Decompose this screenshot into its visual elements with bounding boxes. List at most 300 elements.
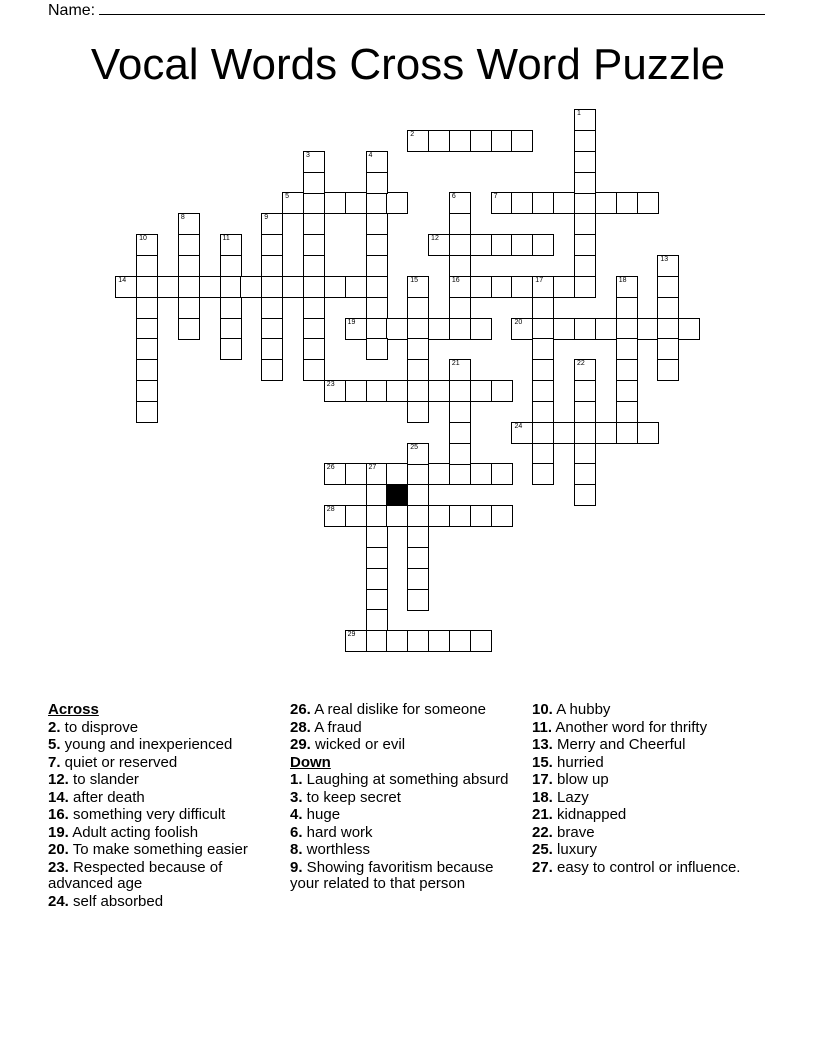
grid-cell[interactable] [303,151,325,173]
grid-cell[interactable] [616,297,638,319]
grid-cell[interactable] [345,505,367,527]
grid-cell[interactable] [637,192,659,214]
grid-cell[interactable] [136,255,158,277]
clue-item-number: 6. [290,823,303,841]
grid-cell[interactable] [532,276,554,298]
clue-item-number: 22. [532,823,553,841]
clue-number: 20 [514,318,523,326]
grid-cell[interactable] [449,359,471,381]
grid-cell[interactable] [574,359,596,381]
grid-cell[interactable] [407,568,429,590]
grid-cell[interactable] [324,276,346,298]
grid-cell[interactable] [407,380,429,402]
grid-cell[interactable] [366,547,388,569]
grid-cell[interactable] [366,484,388,506]
across-heading: Across [48,701,99,718]
clue-item-number: 29. [290,736,311,753]
grid-cell[interactable] [511,234,533,256]
grid-cell[interactable] [637,318,659,340]
grid-cell[interactable] [136,318,158,340]
clue-number: 15 [410,276,418,284]
grid-cell[interactable] [449,255,471,277]
grid-cell[interactable] [366,505,388,527]
clue-item-number: 5. [48,736,61,753]
grid-cell[interactable] [407,276,429,298]
grid-cell[interactable] [449,630,471,652]
clue-number: 16 [451,276,460,284]
grid-cell[interactable] [616,192,638,214]
clue-number: 27 [368,464,377,472]
grid-cell[interactable] [407,547,429,569]
grid-cell[interactable] [532,192,554,214]
grid-cell[interactable] [407,484,429,506]
grid-cell[interactable] [449,213,471,235]
clue-item-text: luxury [552,841,598,858]
grid-cell[interactable] [574,234,596,256]
grid-cell[interactable] [532,318,554,340]
clue-number: 25 [410,443,418,451]
grid-cell[interactable] [574,109,596,131]
grid-cell[interactable] [470,463,492,485]
grid-cell[interactable] [303,359,325,381]
grid-cell[interactable] [657,276,679,298]
grid-cell[interactable] [324,505,346,527]
grid-cell[interactable] [574,401,596,423]
clue-item-text: worthless [302,841,371,858]
grid-cell[interactable] [324,192,346,214]
grid-cell[interactable] [428,463,450,485]
grid-cell[interactable] [511,276,533,298]
grid-cell[interactable] [595,192,617,214]
clue-item [290,790,515,807]
clue-number: 28 [326,506,335,514]
grid-cell[interactable] [449,463,471,485]
grid-cell[interactable] [574,484,596,506]
clue-item-number: 2. [48,718,61,736]
grid-cell[interactable] [220,255,242,277]
clue-item-number: 8. [290,841,303,858]
grid-cell[interactable] [449,192,471,214]
grid-cell[interactable] [178,213,200,235]
grid-cell[interactable] [366,526,388,548]
grid-cell[interactable] [449,505,471,527]
clue-item [532,737,772,754]
grid-cell[interactable] [303,255,325,277]
clue-item-text: A real dislike for someone [310,701,486,718]
clue-item [532,702,772,719]
grid-cell[interactable] [449,297,471,319]
grid-cell[interactable] [532,380,554,402]
grid-cell[interactable] [366,172,388,194]
clue-number: 10 [139,235,147,243]
grid-cell[interactable] [449,422,471,444]
grid-cell[interactable] [303,213,325,235]
grid-cell[interactable] [407,318,429,340]
grid-cell[interactable] [261,297,283,319]
grid-cell[interactable] [178,318,200,340]
grid-cell[interactable] [511,422,533,444]
clue-item-number: 4. [290,806,303,823]
grid-cell[interactable] [366,151,388,173]
clue-item-text: to disprove [60,718,139,736]
clue-item-number: 16. [48,806,69,823]
clue-number: 3 [305,151,310,159]
clue-item-text: A fraud [310,718,362,736]
grid-cell[interactable] [574,213,596,235]
clue-item [48,842,273,859]
name-label: Name: [48,2,96,19]
grid-cell[interactable] [366,630,388,652]
grid-cell[interactable] [470,630,492,652]
grid-cell[interactable] [491,505,513,527]
clue-item [48,755,273,772]
grid-cell[interactable] [220,318,242,340]
grid-cell[interactable] [136,380,158,402]
grid-cell[interactable] [428,234,450,256]
clue-item-text: easy to control or influence. [552,858,741,876]
grid-cell[interactable] [282,192,304,214]
clue-column-3 [532,702,772,877]
grid-cell[interactable] [220,297,242,319]
grid-cell[interactable] [491,276,513,298]
clue-number: 2 [410,130,415,138]
clue-item-number: 3. [290,788,303,806]
clue-item-text: quiet or reserved [60,753,178,771]
grid-cell[interactable] [491,130,513,152]
grid-cell[interactable] [637,422,659,444]
grid-cell[interactable] [532,338,554,360]
grid-cell[interactable] [261,255,283,277]
clue-item [532,860,772,877]
grid-cell[interactable] [657,255,679,277]
grid-cell[interactable] [136,359,158,381]
clue-item-text: Adult acting foolish [68,823,199,841]
grid-cell[interactable] [428,630,450,652]
grid-cell[interactable] [303,338,325,360]
clue-item-number: 12. [48,771,69,788]
grid-cell[interactable] [345,463,367,485]
clue-item-number: 9. [290,858,303,876]
clue-item [290,772,515,789]
grid-cell[interactable] [386,192,408,214]
clue-item-number: 21. [532,806,553,823]
clue-item-text: Showing favoritism because your related to that person [290,858,494,892]
grid-cell[interactable] [616,401,638,423]
clue-item-number: 23. [48,858,69,876]
grid-cell[interactable] [470,276,492,298]
clue-item-text: something very difficult [68,806,226,823]
grid-cell[interactable] [220,276,242,298]
grid-cell[interactable] [115,276,137,298]
grid-cell[interactable] [449,318,471,340]
grid-cell[interactable] [303,172,325,194]
clue-item-number: 11. [532,718,553,736]
grid-cell[interactable] [428,318,450,340]
grid-cell[interactable] [366,192,388,214]
grid-cell[interactable] [595,318,617,340]
clue-number: 19 [347,318,356,326]
grid-cell[interactable] [386,318,408,340]
clue-item-number: 24. [48,892,69,910]
grid-cell[interactable] [511,318,533,340]
clue-number: 17 [535,276,544,284]
grid-cell[interactable] [574,255,596,277]
grid-cell[interactable] [366,234,388,256]
clue-item-number: 27. [532,858,553,876]
grid-cell[interactable] [657,297,679,319]
clue-item-text: Merry and Cheerful [552,736,686,753]
grid-cell[interactable] [324,380,346,402]
grid-cell[interactable] [366,318,388,340]
grid-cell[interactable] [407,526,429,548]
clue-item [532,790,772,807]
grid-cell[interactable] [261,213,283,235]
clue-item-number: 1. [290,771,303,788]
grid-cell[interactable] [261,338,283,360]
clue-item-number: 17. [532,771,553,788]
grid-cell[interactable] [574,151,596,173]
clue-item [290,702,515,719]
clue-number: 5 [285,193,289,201]
grid-cell[interactable] [220,234,242,256]
grid-cell[interactable] [574,318,596,340]
clue-number: 6 [451,193,456,201]
grid-cell[interactable] [407,130,429,152]
clue-item-text: blow up [552,771,609,788]
clue-number: 8 [180,214,185,222]
grid-cell[interactable] [616,318,638,340]
grid-cell[interactable] [136,234,158,256]
down-heading: Down [290,753,331,771]
grid-cell[interactable] [407,505,429,527]
grid-cell[interactable] [386,463,408,485]
clue-item-number: 10. [532,701,553,718]
grid-cell[interactable] [616,380,638,402]
grid-cell[interactable] [303,297,325,319]
grid-cell[interactable] [366,276,388,298]
grid-cell[interactable] [449,380,471,402]
grid-cell[interactable] [157,276,179,298]
grid-cell[interactable] [345,192,367,214]
grid-cell[interactable] [449,276,471,298]
grid-cell[interactable] [532,359,554,381]
grid-cell[interactable] [657,318,679,340]
grid-cell[interactable] [616,422,638,444]
clue-item-text: Laughing at something absurd [302,771,509,788]
clue-number: 7 [493,193,498,201]
clue-item [532,772,772,789]
grid-cell[interactable] [136,401,158,423]
clue-item-text: brave [552,823,595,841]
grid-cell[interactable] [324,463,346,485]
grid-cell[interactable] [491,192,513,214]
grid-cell[interactable] [532,234,554,256]
grid-cell[interactable] [511,130,533,152]
grid-cell[interactable] [407,463,429,485]
grid-cell[interactable] [532,463,554,485]
grid-cell[interactable] [386,380,408,402]
black-cell [386,484,408,506]
clue-item-text: hurried [552,753,604,771]
grid-cell[interactable] [616,338,638,360]
grid-cell[interactable] [261,276,283,298]
grid-cell[interactable] [407,443,429,465]
grid-cell[interactable] [553,192,575,214]
clue-item [48,737,273,754]
clue-item [48,860,273,893]
clue-item-text: young and inexperienced [60,736,233,753]
grid-cell[interactable] [345,276,367,298]
clue-item [48,807,273,824]
grid-cell[interactable] [678,318,700,340]
clue-item [48,772,273,789]
grid-cell[interactable] [470,234,492,256]
grid-cell[interactable] [407,589,429,611]
grid-cell[interactable] [303,318,325,340]
grid-cell[interactable] [366,568,388,590]
clue-item-number: 25. [532,841,553,858]
clue-item-number: 18. [532,788,553,806]
grid-cell[interactable] [366,589,388,611]
grid-cell[interactable] [574,380,596,402]
clue-column-1 [48,702,273,911]
grid-cell[interactable] [303,234,325,256]
grid-cell[interactable] [574,192,596,214]
grid-cell[interactable] [428,505,450,527]
grid-cell[interactable] [366,255,388,277]
grid-cell[interactable] [282,276,304,298]
grid-cell[interactable] [178,276,200,298]
grid-cell[interactable] [261,359,283,381]
clue-item-text: Respected because of advanced age [48,858,223,892]
grid-cell[interactable] [553,422,575,444]
grid-cell[interactable] [532,297,554,319]
clue-item-text: after death [68,788,145,806]
clue-item [48,894,273,911]
grid-cell[interactable] [407,297,429,319]
grid-cell[interactable] [532,401,554,423]
grid-cell[interactable] [261,234,283,256]
grid-cell[interactable] [449,401,471,423]
grid-cell[interactable] [366,297,388,319]
grid-cell[interactable] [220,338,242,360]
clue-number: 18 [618,276,627,284]
grid-cell[interactable] [657,359,679,381]
grid-cell[interactable] [491,380,513,402]
grid-cell[interactable] [574,443,596,465]
grid-cell[interactable] [449,234,471,256]
clue-number: 9 [264,214,269,222]
clue-column-2 [290,702,515,894]
grid-cell[interactable] [595,422,617,444]
clue-item [48,720,273,737]
grid-cell[interactable] [511,192,533,214]
grid-cell[interactable] [366,338,388,360]
grid-cell[interactable] [491,234,513,256]
grid-cell[interactable] [470,130,492,152]
grid-cell[interactable] [136,276,158,298]
clue-item-number: 28. [290,718,311,736]
grid-cell[interactable] [449,443,471,465]
grid-cell[interactable] [657,338,679,360]
grid-cell[interactable] [240,276,262,298]
grid-cell[interactable] [386,630,408,652]
clue-item-number: 20. [48,841,69,858]
grid-cell[interactable] [449,130,471,152]
grid-cell[interactable] [366,380,388,402]
grid-cell[interactable] [470,318,492,340]
grid-cell[interactable] [366,213,388,235]
grid-cell[interactable] [553,318,575,340]
clue-number: 13 [660,255,669,263]
grid-cell[interactable] [199,276,221,298]
clue-item-text: self absorbed [68,892,164,910]
grid-cell[interactable] [407,401,429,423]
clue-number: 11 [222,235,230,243]
grid-cell[interactable] [574,130,596,152]
clue-number: 4 [368,151,373,159]
grid-cell[interactable] [345,380,367,402]
grid-cell[interactable] [553,276,575,298]
clue-item-text: Lazy [552,788,589,806]
grid-cell[interactable] [178,234,200,256]
grid-cell[interactable] [366,609,388,631]
grid-cell[interactable] [491,463,513,485]
grid-cell[interactable] [345,318,367,340]
clue-number: 14 [118,276,127,284]
clue-item [532,842,772,859]
grid-cell[interactable] [366,463,388,485]
grid-cell[interactable] [428,130,450,152]
grid-cell[interactable] [428,380,450,402]
clue-item-number: 19. [48,823,69,841]
grid-cell[interactable] [407,359,429,381]
clue-item [532,825,772,842]
grid-cell[interactable] [386,505,408,527]
clue-item-text: A hubby [552,701,611,718]
clue-item [532,720,772,737]
grid-cell[interactable] [345,630,367,652]
grid-cell[interactable] [261,318,283,340]
grid-cell[interactable] [574,276,596,298]
grid-cell[interactable] [407,338,429,360]
clue-item [48,790,273,807]
grid-cell[interactable] [136,297,158,319]
clue-number: 1 [577,110,581,117]
grid-cell[interactable] [574,463,596,485]
grid-cell[interactable] [136,338,158,360]
grid-cell[interactable] [616,276,638,298]
grid-cell[interactable] [407,630,429,652]
clue-item [532,755,772,772]
clue-item-text: To make something easier [68,841,248,858]
page-title: Vocal Words Cross Word Puzzle [90,40,726,89]
grid-cell[interactable] [532,422,554,444]
clue-number: 26 [326,464,335,472]
clue-number: 12 [431,235,439,243]
grid-cell[interactable] [178,255,200,277]
grid-cell[interactable] [303,192,325,214]
grid-cell[interactable] [470,380,492,402]
grid-cell[interactable] [178,297,200,319]
grid-cell[interactable] [616,359,638,381]
grid-cell[interactable] [574,172,596,194]
grid-cell[interactable] [532,443,554,465]
grid-cell[interactable] [574,422,596,444]
clue-number: 23 [326,381,335,389]
grid-cell[interactable] [470,505,492,527]
grid-cell[interactable] [303,276,325,298]
